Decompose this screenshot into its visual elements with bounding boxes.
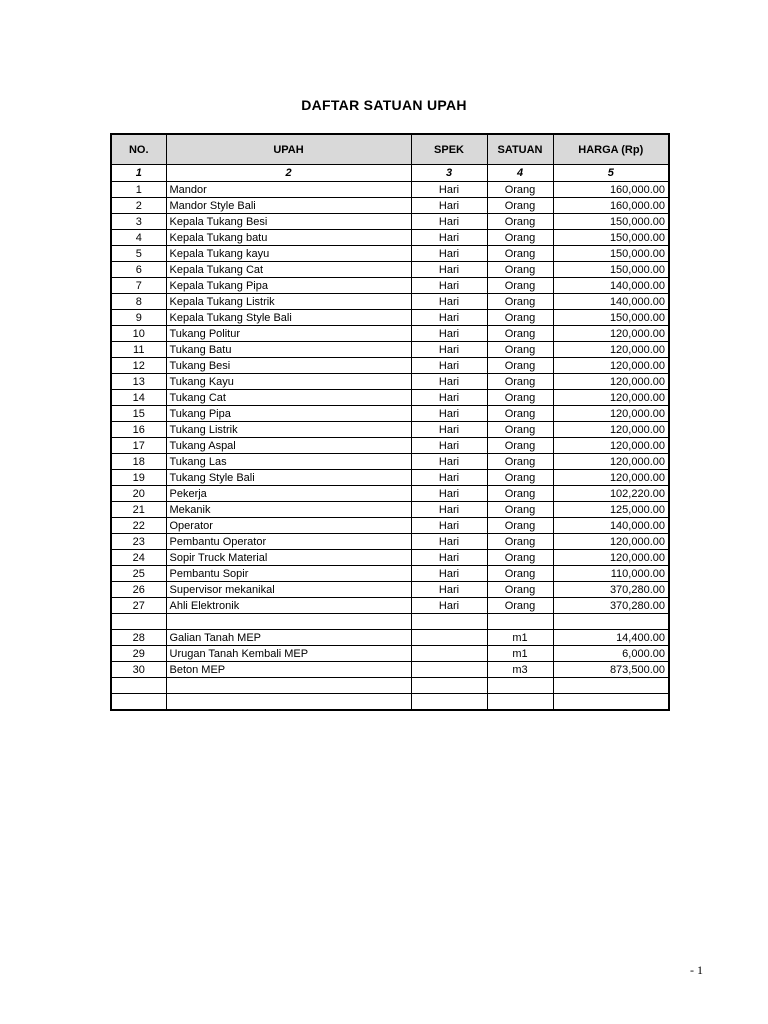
cell-satuan: Orang <box>487 518 553 534</box>
table-row <box>111 310 669 326</box>
cell-no: 10 <box>111 326 166 342</box>
table-row <box>111 198 669 214</box>
cell-no: 23 <box>111 534 166 550</box>
cell-spek <box>411 662 487 678</box>
table-row <box>111 614 669 630</box>
column-index-row <box>111 165 669 182</box>
cell-harga: 140,000.00 <box>553 518 669 534</box>
cell-no: 2 <box>111 198 166 214</box>
cell-upah: Sopir Truck Material <box>166 550 411 566</box>
header-row <box>111 134 669 165</box>
cell-satuan: Orang <box>487 486 553 502</box>
table-row <box>111 438 669 454</box>
page-number: - 1 <box>690 963 703 977</box>
cell-no: 13 <box>111 374 166 390</box>
cell-satuan: Orang <box>487 470 553 486</box>
cell-satuan: Orang <box>487 230 553 246</box>
table-row <box>111 534 669 550</box>
table-row <box>111 246 669 262</box>
table-row <box>111 454 669 470</box>
cell-harga: 120,000.00 <box>553 326 669 342</box>
cell-harga: 120,000.00 <box>553 358 669 374</box>
table-row <box>111 358 669 374</box>
cell-upah: Beton MEP <box>166 662 411 678</box>
page-title: DAFTAR SATUAN UPAH <box>301 97 467 113</box>
cell-upah: Ahli Elektronik <box>166 598 411 614</box>
cell-no: 27 <box>111 598 166 614</box>
cell-no: 5 <box>111 246 166 262</box>
cell-satuan: Orang <box>487 422 553 438</box>
column-index: 3 <box>411 165 487 182</box>
cell-harga: 120,000.00 <box>553 374 669 390</box>
cell-satuan: Orang <box>487 262 553 278</box>
column-index: 4 <box>487 165 553 182</box>
cell-upah: Supervisor mekanikal <box>166 582 411 598</box>
cell-harga: 150,000.00 <box>553 310 669 326</box>
table-row <box>111 230 669 246</box>
cell-no: 30 <box>111 662 166 678</box>
cell-upah: Kepala Tukang Cat <box>166 262 411 278</box>
cell-upah: Kepala Tukang batu <box>166 230 411 246</box>
cell-no: 17 <box>111 438 166 454</box>
cell-harga: 140,000.00 <box>553 278 669 294</box>
cell-satuan: Orang <box>487 246 553 262</box>
cell-spek: Hari <box>411 502 487 518</box>
cell-harga: 14,400.00 <box>553 630 669 646</box>
cell-upah: Galian Tanah MEP <box>166 630 411 646</box>
cell-upah: Kepala Tukang Style Bali <box>166 310 411 326</box>
cell-spek: Hari <box>411 422 487 438</box>
cell-spek: Hari <box>411 550 487 566</box>
header-upah: UPAH <box>166 134 411 165</box>
cell-no: 4 <box>111 230 166 246</box>
cell-satuan: Orang <box>487 310 553 326</box>
cell-harga: 120,000.00 <box>553 550 669 566</box>
cell-spek: Hari <box>411 326 487 342</box>
cell-spek: Hari <box>411 566 487 582</box>
cell-no: 8 <box>111 294 166 310</box>
cell-no: 1 <box>111 182 166 198</box>
cell-satuan: Orang <box>487 214 553 230</box>
cell-harga: 370,280.00 <box>553 598 669 614</box>
cell-no: 26 <box>111 582 166 598</box>
cell-upah: Urugan Tanah Kembali MEP <box>166 646 411 662</box>
cell-spek: Hari <box>411 246 487 262</box>
cell-satuan: Orang <box>487 358 553 374</box>
table-row <box>111 262 669 278</box>
cell-spek <box>411 630 487 646</box>
cell-harga: 120,000.00 <box>553 390 669 406</box>
cell-no: 11 <box>111 342 166 358</box>
table-row <box>111 646 669 662</box>
cell-upah: Pekerja <box>166 486 411 502</box>
table-row <box>111 374 669 390</box>
cell-upah: Tukang Besi <box>166 358 411 374</box>
table-row <box>111 422 669 438</box>
cell-spek: Hari <box>411 214 487 230</box>
table-row <box>111 694 669 711</box>
cell-upah: Tukang Las <box>166 454 411 470</box>
cell-upah: Tukang Batu <box>166 342 411 358</box>
cell-no: 24 <box>111 550 166 566</box>
header-harga: HARGA (Rp) <box>553 134 669 165</box>
cell-harga <box>553 678 669 694</box>
cell-spek: Hari <box>411 230 487 246</box>
cell-satuan: Orang <box>487 550 553 566</box>
cell-satuan: Orang <box>487 182 553 198</box>
cell-upah: Tukang Politur <box>166 326 411 342</box>
cell-no: 22 <box>111 518 166 534</box>
table-row <box>111 470 669 486</box>
cell-no: 20 <box>111 486 166 502</box>
cell-no <box>111 678 166 694</box>
cell-harga: 120,000.00 <box>553 422 669 438</box>
cell-harga: 150,000.00 <box>553 262 669 278</box>
wage-table <box>110 133 670 711</box>
table-row <box>111 678 669 694</box>
cell-upah: Tukang Pipa <box>166 406 411 422</box>
cell-spek: Hari <box>411 262 487 278</box>
cell-satuan: m1 <box>487 646 553 662</box>
header-no: NO. <box>111 134 166 165</box>
cell-no: 3 <box>111 214 166 230</box>
cell-satuan: Orang <box>487 438 553 454</box>
cell-harga: 150,000.00 <box>553 230 669 246</box>
cell-satuan: Orang <box>487 342 553 358</box>
cell-no: 7 <box>111 278 166 294</box>
cell-no: 15 <box>111 406 166 422</box>
column-index: 5 <box>553 165 669 182</box>
cell-harga: 110,000.00 <box>553 566 669 582</box>
cell-harga: 150,000.00 <box>553 246 669 262</box>
cell-spek: Hari <box>411 310 487 326</box>
cell-no: 18 <box>111 454 166 470</box>
cell-no: 14 <box>111 390 166 406</box>
cell-spek: Hari <box>411 390 487 406</box>
cell-satuan <box>487 614 553 630</box>
cell-spek: Hari <box>411 198 487 214</box>
cell-satuan: Orang <box>487 454 553 470</box>
cell-satuan: Orang <box>487 198 553 214</box>
cell-upah <box>166 678 411 694</box>
table-row <box>111 486 669 502</box>
cell-spek: Hari <box>411 454 487 470</box>
cell-no: 25 <box>111 566 166 582</box>
table-row <box>111 662 669 678</box>
cell-spek: Hari <box>411 582 487 598</box>
cell-satuan: Orang <box>487 406 553 422</box>
cell-spek: Hari <box>411 438 487 454</box>
cell-satuan: Orang <box>487 582 553 598</box>
cell-spek: Hari <box>411 534 487 550</box>
table-row <box>111 550 669 566</box>
cell-harga: 873,500.00 <box>553 662 669 678</box>
header-satuan: SATUAN <box>487 134 553 165</box>
cell-no: 29 <box>111 646 166 662</box>
cell-upah: Tukang Kayu <box>166 374 411 390</box>
cell-harga: 120,000.00 <box>553 406 669 422</box>
cell-spek <box>411 646 487 662</box>
cell-harga: 120,000.00 <box>553 470 669 486</box>
cell-upah: Kepala Tukang kayu <box>166 246 411 262</box>
cell-satuan: Orang <box>487 294 553 310</box>
cell-upah <box>166 614 411 630</box>
cell-satuan: Orang <box>487 326 553 342</box>
cell-no: 28 <box>111 630 166 646</box>
cell-no: 12 <box>111 358 166 374</box>
table-row <box>111 406 669 422</box>
cell-spek: Hari <box>411 598 487 614</box>
table-row <box>111 630 669 646</box>
cell-no: 16 <box>111 422 166 438</box>
table-row <box>111 326 669 342</box>
cell-upah: Tukang Cat <box>166 390 411 406</box>
cell-harga: 160,000.00 <box>553 182 669 198</box>
cell-upah <box>166 694 411 711</box>
cell-harga <box>553 614 669 630</box>
cell-upah: Tukang Style Bali <box>166 470 411 486</box>
cell-spek: Hari <box>411 358 487 374</box>
cell-harga: 120,000.00 <box>553 342 669 358</box>
cell-harga: 120,000.00 <box>553 454 669 470</box>
cell-harga: 6,000.00 <box>553 646 669 662</box>
cell-satuan: Orang <box>487 598 553 614</box>
cell-upah: Kepala Tukang Pipa <box>166 278 411 294</box>
cell-upah: Operator <box>166 518 411 534</box>
cell-harga <box>553 694 669 711</box>
cell-no <box>111 694 166 711</box>
cell-satuan: Orang <box>487 502 553 518</box>
column-index: 2 <box>166 165 411 182</box>
table-row <box>111 502 669 518</box>
cell-satuan: Orang <box>487 534 553 550</box>
cell-spek: Hari <box>411 374 487 390</box>
cell-harga: 120,000.00 <box>553 438 669 454</box>
cell-no <box>111 614 166 630</box>
cell-upah: Kepala Tukang Besi <box>166 214 411 230</box>
cell-spek: Hari <box>411 342 487 358</box>
table-row <box>111 342 669 358</box>
cell-spek: Hari <box>411 182 487 198</box>
header-spek: SPEK <box>411 134 487 165</box>
cell-spek <box>411 694 487 711</box>
cell-satuan <box>487 678 553 694</box>
cell-harga: 150,000.00 <box>553 214 669 230</box>
cell-satuan: Orang <box>487 566 553 582</box>
cell-spek: Hari <box>411 294 487 310</box>
cell-upah: Mekanik <box>166 502 411 518</box>
table-row <box>111 294 669 310</box>
cell-satuan: Orang <box>487 374 553 390</box>
cell-upah: Pembantu Operator <box>166 534 411 550</box>
table-row <box>111 278 669 294</box>
cell-spek <box>411 614 487 630</box>
cell-upah: Pembantu Sopir <box>166 566 411 582</box>
table-row <box>111 182 669 198</box>
table-row <box>111 566 669 582</box>
cell-no: 9 <box>111 310 166 326</box>
table-row <box>111 598 669 614</box>
cell-harga: 120,000.00 <box>553 534 669 550</box>
column-index: 1 <box>111 165 166 182</box>
cell-satuan: Orang <box>487 278 553 294</box>
cell-harga: 102,220.00 <box>553 486 669 502</box>
cell-spek: Hari <box>411 406 487 422</box>
cell-spek <box>411 678 487 694</box>
cell-no: 19 <box>111 470 166 486</box>
table-row <box>111 582 669 598</box>
cell-no: 6 <box>111 262 166 278</box>
cell-harga: 140,000.00 <box>553 294 669 310</box>
cell-upah: Tukang Listrik <box>166 422 411 438</box>
table-row <box>111 214 669 230</box>
cell-upah: Mandor Style Bali <box>166 198 411 214</box>
cell-harga: 370,280.00 <box>553 582 669 598</box>
cell-harga: 125,000.00 <box>553 502 669 518</box>
cell-spek: Hari <box>411 518 487 534</box>
table-row <box>111 518 669 534</box>
cell-satuan: m3 <box>487 662 553 678</box>
cell-spek: Hari <box>411 278 487 294</box>
cell-satuan: Orang <box>487 390 553 406</box>
cell-no: 21 <box>111 502 166 518</box>
cell-satuan <box>487 694 553 711</box>
cell-upah: Tukang Aspal <box>166 438 411 454</box>
table-row <box>111 390 669 406</box>
cell-satuan: m1 <box>487 630 553 646</box>
cell-spek: Hari <box>411 470 487 486</box>
cell-upah: Mandor <box>166 182 411 198</box>
cell-harga: 160,000.00 <box>553 198 669 214</box>
cell-upah: Kepala Tukang Listrik <box>166 294 411 310</box>
cell-spek: Hari <box>411 486 487 502</box>
